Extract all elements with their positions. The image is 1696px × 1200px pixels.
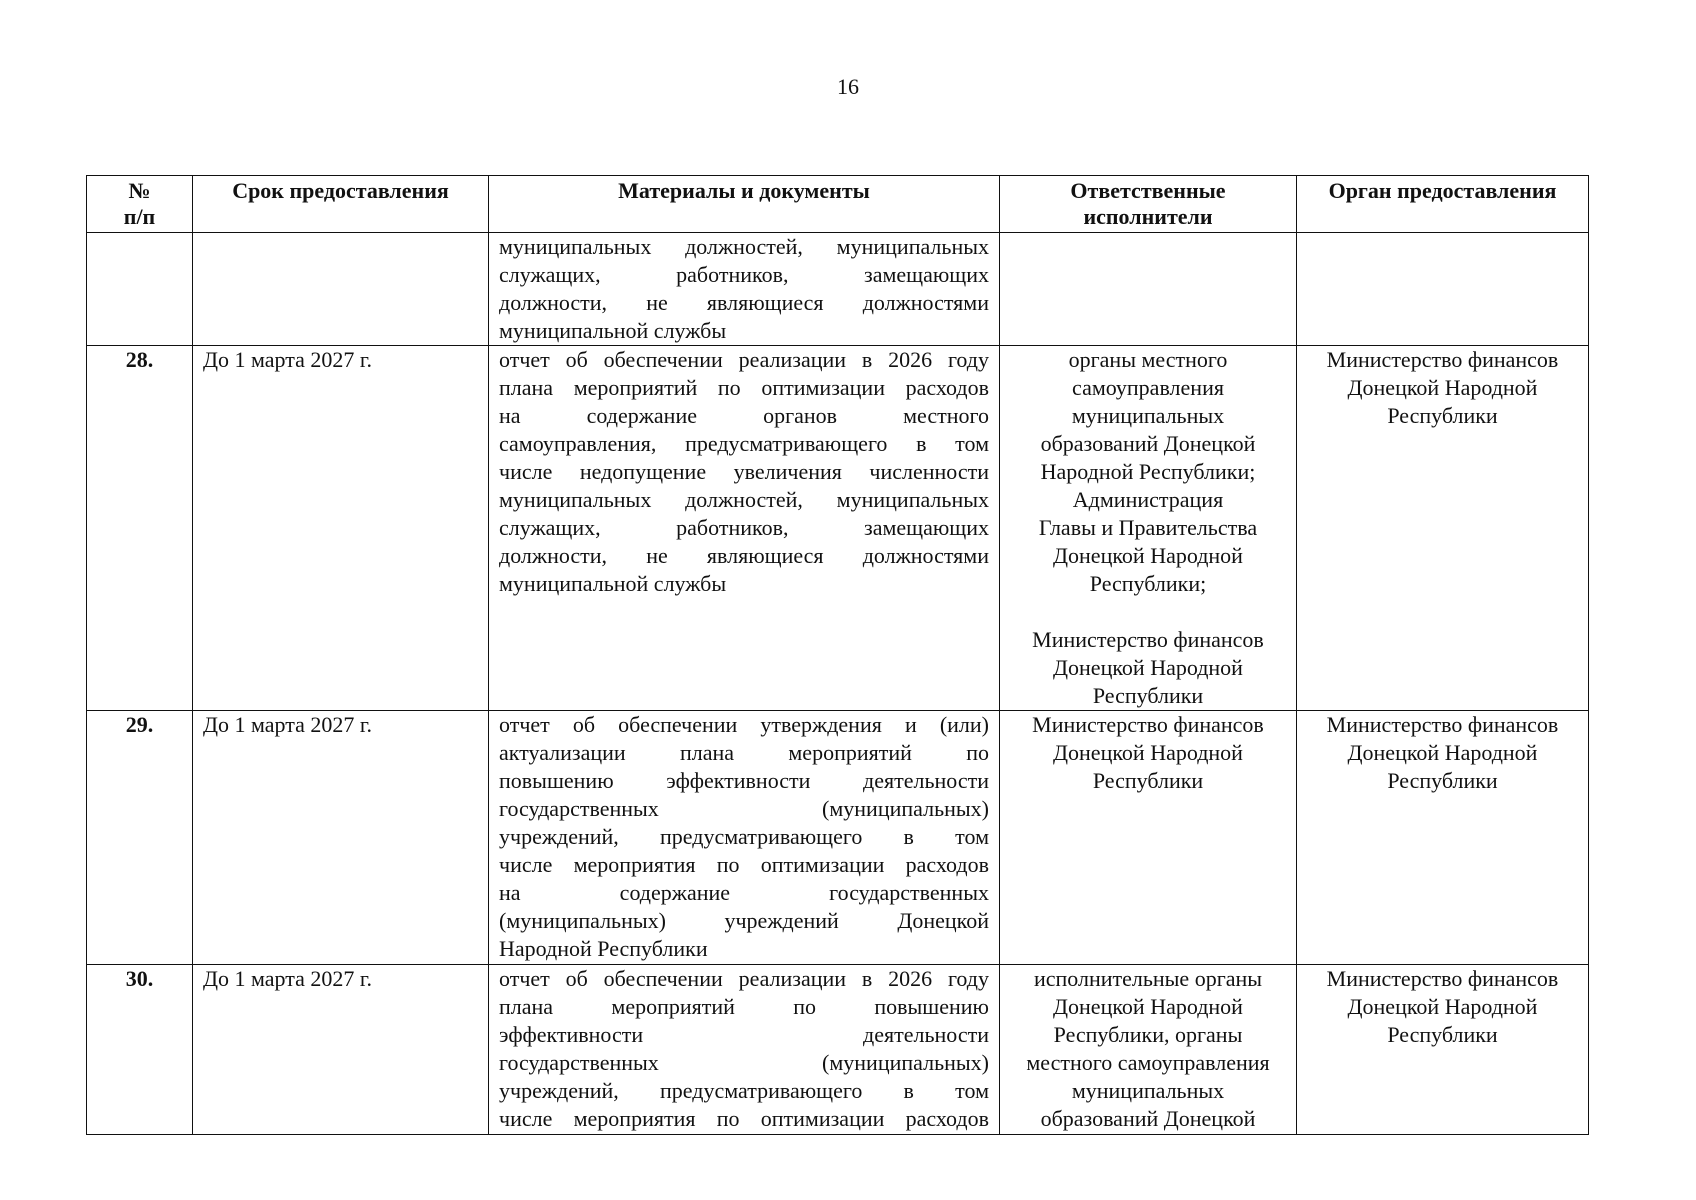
text-line: Донецкой Народной	[1347, 994, 1538, 1019]
text-line: Донецкой Народной	[1053, 994, 1243, 1019]
text-line: учреждений, предусматривающего в том	[499, 824, 989, 849]
row-organ	[1297, 965, 1589, 1135]
row-num: 30.	[87, 965, 193, 1135]
text-line: исполнительные органы	[1033, 966, 1263, 991]
page-number: 16	[837, 74, 859, 99]
text-line: на содержание органов местного	[499, 403, 989, 428]
text-line: на содержание государственных	[499, 880, 989, 905]
text-line: числе мероприятия по оптимизации расходов	[499, 852, 989, 877]
text-line: муниципальной службы	[499, 571, 727, 596]
header-num	[87, 176, 193, 233]
header-executors	[1000, 176, 1297, 233]
text-line: Донецкой Народной	[1347, 375, 1538, 400]
text-line: муниципальной службы	[499, 318, 727, 343]
text-line: Донецкой Народной	[1347, 740, 1538, 765]
header-num-line: №	[128, 178, 151, 203]
plan-table	[86, 175, 1589, 1135]
header-deadline: Срок предоставления	[193, 176, 489, 233]
text-line: должности, не являющиеся должностями	[499, 543, 989, 568]
row-organ	[1297, 711, 1589, 965]
text-line: отчет об обеспечении реализации в 2026 году	[499, 966, 989, 991]
row-num: 28.	[87, 346, 193, 711]
text-line: повышению эффективности деятельности	[499, 768, 989, 793]
table-row	[87, 346, 1589, 711]
text-line: плана мероприятий по оптимизации расходов	[499, 375, 989, 400]
text-line: должности, не являющиеся должностями	[499, 290, 989, 315]
text-line: муниципальных должностей, муниципальных	[499, 487, 989, 512]
row-executors	[1000, 965, 1297, 1135]
text-line: Министерство финансов	[1032, 712, 1264, 737]
table-row	[87, 965, 1589, 1135]
text-line: Республики	[1387, 1022, 1498, 1047]
row-organ	[1297, 346, 1589, 711]
row-deadline: До 1 марта 2027 г.	[193, 965, 489, 1135]
text-line: служащих, работников, замещающих	[499, 515, 989, 540]
text-line: самоуправления, предусматривающего в том	[499, 431, 989, 456]
text-line: (муниципальных) учреждений Донецкой	[499, 908, 989, 933]
text-line: образований Донецкой	[1040, 431, 1256, 456]
row-deadline: До 1 марта 2027 г.	[193, 346, 489, 711]
text-line: отчет об обеспечении реализации в 2026 году	[499, 347, 989, 372]
row-materials	[489, 965, 1000, 1135]
text-line: Донецкой Народной	[1053, 655, 1243, 680]
blank-line	[1010, 598, 1286, 626]
text-line: Министерство финансов	[1326, 712, 1559, 737]
text-line: отчет об обеспечении утверждения и (или)	[499, 712, 989, 737]
text-line: плана мероприятий по повышению	[499, 994, 989, 1019]
header-organ: Орган предоставления	[1297, 176, 1589, 233]
text-line: Донецкой Народной	[1053, 543, 1243, 568]
text-line: муниципальных	[1071, 1078, 1225, 1103]
header-executors-line: исполнители	[1083, 204, 1213, 229]
row-executors	[1000, 346, 1297, 711]
text-line: муниципальных	[1071, 403, 1225, 428]
row-deadline	[193, 233, 489, 346]
text-line: Республики, органы	[1053, 1022, 1243, 1047]
text-line: Министерство финансов	[1326, 347, 1559, 372]
row-organ	[1297, 233, 1589, 346]
text-line: Министерство финансов	[1032, 627, 1264, 652]
row-num	[87, 233, 193, 346]
text-line: Народной Республики	[499, 936, 708, 961]
text-line: муниципальных должностей, муниципальных	[499, 234, 989, 259]
row-materials	[489, 233, 1000, 346]
row-executors	[1000, 233, 1297, 346]
text-line: самоуправления	[1072, 375, 1224, 400]
text-line: числе мероприятия по оптимизации расходов	[499, 1106, 989, 1131]
text-line: местного самоуправления	[1026, 1050, 1270, 1075]
text-line: Республики	[1387, 403, 1498, 428]
text-line: Администрация	[1072, 487, 1224, 512]
table-row	[87, 711, 1589, 965]
row-deadline: До 1 марта 2027 г.	[193, 711, 489, 965]
text-line: Республики	[1092, 768, 1204, 793]
text-line: числе недопущение увеличения численности	[499, 459, 989, 484]
text-line: Республики	[1387, 768, 1498, 793]
header-num-line: п/п	[123, 204, 156, 229]
text-line: Донецкой Народной	[1053, 740, 1243, 765]
row-num: 29.	[87, 711, 193, 965]
text-line: органы местного	[1068, 347, 1228, 372]
row-materials	[489, 346, 1000, 711]
text-line: Республики;	[1089, 571, 1207, 596]
text-line: актуализации плана мероприятий по	[499, 740, 989, 765]
header-materials: Материалы и документы	[489, 176, 1000, 233]
header-executors-line: Ответственные	[1070, 178, 1226, 203]
text-line: образований Донецкой	[1040, 1106, 1256, 1131]
table-row	[87, 233, 1589, 346]
text-line: Республики	[1092, 683, 1204, 708]
row-materials	[489, 711, 1000, 965]
text-line: государственных (муниципальных)	[499, 796, 989, 821]
text-line: служащих, работников, замещающих	[499, 262, 989, 287]
text-line: учреждений, предусматривающего в том	[499, 1078, 989, 1103]
text-line: Главы и Правительства	[1038, 515, 1258, 540]
text-line: Народной Республики;	[1040, 459, 1256, 484]
row-executors	[1000, 711, 1297, 965]
table-header-row	[87, 176, 1589, 233]
text-line: государственных (муниципальных)	[499, 1050, 989, 1075]
text-line: Министерство финансов	[1326, 966, 1559, 991]
text-line: эффективности деятельности	[499, 1022, 989, 1047]
